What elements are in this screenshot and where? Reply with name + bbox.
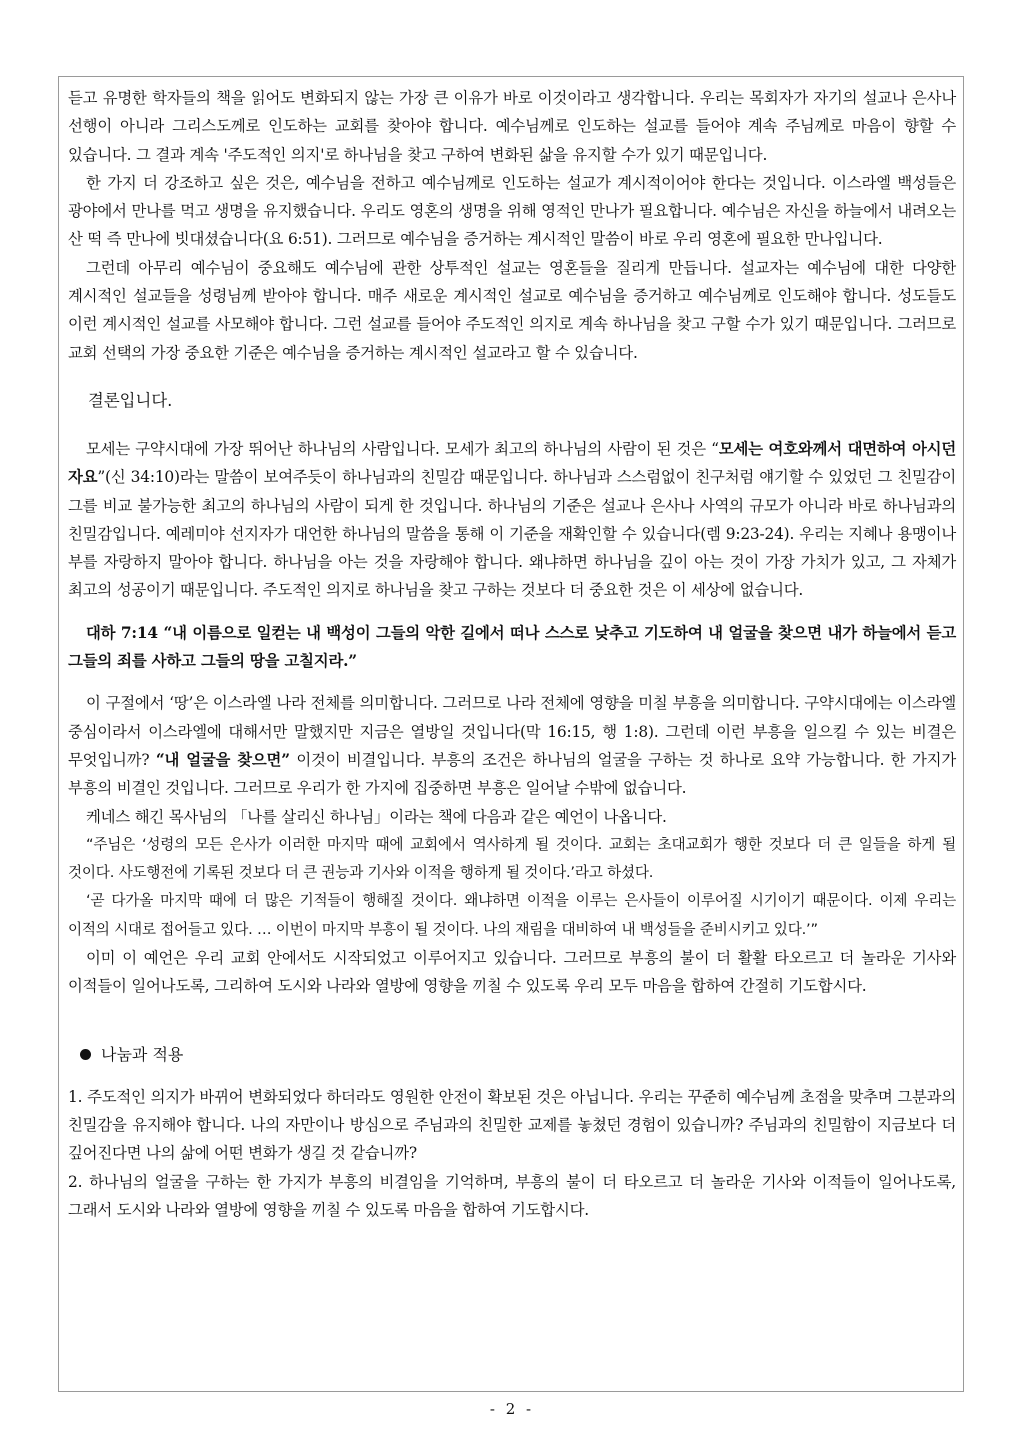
moses-text-b: ”(신 34:10)라는 말씀이 보여주듯이 하나님과의 친밀감 때문입니다. 하나님과 스스럼없이 친구처럼 얘기할 수 있었던 그 친밀감이 그를 비교 불가능한 최고의 하나님의 사람이 되게 한 것입니다. 하나님의 기준은 설교나 은사나 사역의 규모가 아니라 바로 하나님과의 친밀감입니다. 예레미야 선지자가 대언한 하나님의 말씀을 통해 이 기준을 재확인할 수 있습니다(렘 9:23-24). 우리는 지혜나 용맹이나 부를 자랑하지 말아야 합니다. 하나님을 아는 것을 자랑해야 합니다. 왜냐하면 하나님을 깊이 아는 것이 가장 가치가 있고, 그 자체가 최고의 성공이기 때문입니다. 주도적인 의지로 하나님을 찾고 구하는 것보다 더 중요한 것은 이 세상에 없습니다. [68, 468, 956, 600]
paragraph-revival [68, 689, 956, 802]
moses-text-a: 모세는 구약시대에 가장 뛰어난 하나님의 사람입니다. 모세가 최고의 하나님의 사람이 된 것은 “ [86, 439, 719, 458]
sharing-heading [68, 1041, 956, 1069]
revival-text-a: 이 구절에서 ‘땅’은 이스라엘 나라 전체를 의미합니다. 그러므로 나라 전체에 영향을 미칠 부흥을 의미합니다. 구약시대에는 이스라엘 중심이라서 이스라엘에 대해서만 말했지만 지금은 열방일 것입니다(막 16:15, 행 1:8). 그런데 이런 부흥을 일으킬 수 있는 비결은 무엇입니까? [68, 694, 956, 769]
paragraph-revelation: 한 가지 더 강조하고 싶은 것은, 예수님을 전하고 예수님께로 인도하는 설교가 계시적이어야 한다는 것입니다. 이스라엘 백성들은 광야에서 만나를 먹고 생명을 유지했습니다. 우리도 영혼의 생명을 위해 영적인 만나가 필요합니다. 예수님은 자신을 하늘에서 내려오는 산 떡 즉 만나에 빗대셨습니다(요 6:51). 그러므로 예수님을 증거하는 계시적인 말씀이 바로 우리 영혼에 필요한 만나입니다. [68, 173, 956, 249]
paragraph-preaching: 그런데 아무리 예수님이 중요해도 예수님에 관한 상투적인 설교는 영혼들을 질리게 만듭니다. 설교자는 예수님에 대한 다양한 계시적인 설교들을 성령님께 받아야 합니다. 매주 새로운 계시적인 설교로 예수님을 증거하고 예수님께로 인도해야 합니다. 성도들도 이런 계시적인 설교를 사모해야 합니다. 그런 설교를 들어야 주도적인 의지로 계속 하나님을 찾고 구할 수가 있기 때문입니다. 그러므로 교회 선택의 가장 중요한 기준은 예수님을 증거하는 계시적인 설교라고 할 수 있습니다. [68, 258, 956, 362]
paragraph-hagin: 케네스 해긴 목사님의 「나를 살리신 하나님」이라는 책에 다음과 같은 예언이 나옵니다. [86, 807, 667, 826]
conclusion-heading: 결론입니다. [88, 390, 173, 410]
scripture-verse: 대하 7:14 “내 이름으로 일컫는 내 백성이 그들의 악한 길에서 떠나 스스로 낮추고 기도하여 내 얼굴을 찾으면 내가 하늘에서 듣고 그들의 죄를 사하고 그들의 땅을 고칠지라.” [68, 623, 956, 671]
revival-text-b: 이것이 비결입니다. 부흥의 조건은 하나님의 얼굴을 구하는 것 하나로 요약 가능합니다. 한 가지가 부흥의 비결인 것입니다. 그러므로 우리가 한 가지에 집중하면 부흥은 일어날 수밖에 없습니다. [68, 750, 956, 798]
sharing-item-1: 1. 주도적인 의지가 바뀌어 변화되었다 하더라도 영원한 안전이 확보된 것은 아닙니다. 우리는 꾸준히 예수님께 초점을 맞추며 그분과의 친밀감을 유지해야 합니다. 나의 자만이나 방심으로 주님과의 친밀한 교제를 놓쳤던 경험이 있습니까? 주님과의 친밀함이 지금보다 더 깊어진다면 나의 삶에 어떤 변화가 생길 것 같습니까? [68, 1087, 956, 1163]
paragraph-intro: 듣고 유명한 학자들의 책을 읽어도 변화되지 않는 가장 큰 이유가 바로 이것이라고 생각합니다. 우리는 목회자가 자기의 설교나 은사나 선행이 아니라 그리스도께로 인도하는 교회를 찾아야 합니다. 예수님께로 인도하는 설교를 들어야 계속 주님께로 마음이 향할 수 있습니다. 그 결과 계속 '주도적인 의지'로 하나님을 찾고 구하여 변화된 삶을 유지할 수가 있기 때문입니다. [68, 89, 956, 164]
sharing-heading-label: 나눔과 적용 [101, 1044, 184, 1064]
revival-quote: “내 얼굴을 찾으면” [155, 750, 290, 769]
document-body [68, 84, 956, 1224]
prophecy-quote-2: ‘곧 다가올 마지막 때에 더 많은 기적들이 행해질 것이다. 왜냐하면 이적을 이루는 은사들이 이루어질 시기이기 때문이다. 이제 우리는 이적의 시대로 접어들고 있다. … 이번이 마지막 부흥이 될 것이다. 나의 재림을 대비하여 내 백성들을 준비시키고 있다.’” [68, 892, 956, 938]
bullet-icon [80, 1049, 91, 1060]
paragraph-prayer: 이미 이 예언은 우리 교회 안에서도 시작되었고 이루어지고 있습니다. 그러므로 부흥의 불이 더 활활 타오르고 더 놀라운 기사와 이적들이 일어나도록, 그리하여 도시와 나라와 열방에 영향을 끼칠 수 있도록 우리 모두 마음을 합하여 간절히 기도합시다. [68, 949, 956, 996]
moses-quote: 모세는 여호와께서 대면하여 아시던 자요 [68, 439, 956, 487]
sharing-item-2: 2. 하나님의 얼굴을 구하는 한 가지가 부흥의 비결임을 기억하며, 부흥의 불이 더 타오르고 더 놀라운 기사와 이적들이 일어나도록, 그래서 도시와 나라와 열방에 영향을 끼칠 수 있도록 마음을 합하여 기도합시다. [68, 1172, 956, 1219]
prophecy-quote-1: “주님은 ‘성령의 모든 은사가 이러한 마지막 때에 교회에서 역사하게 될 것이다. 교회는 초대교회가 행한 것보다 더 큰 일들을 하게 될 것이다. 사도행전에 기록된 것보다 더 큰 권능과 기사와 이적을 행하게 될 것이다.’라고 하셨다. [68, 835, 956, 882]
page-number: - 2 - [489, 1400, 535, 1418]
paragraph-moses [68, 435, 956, 605]
